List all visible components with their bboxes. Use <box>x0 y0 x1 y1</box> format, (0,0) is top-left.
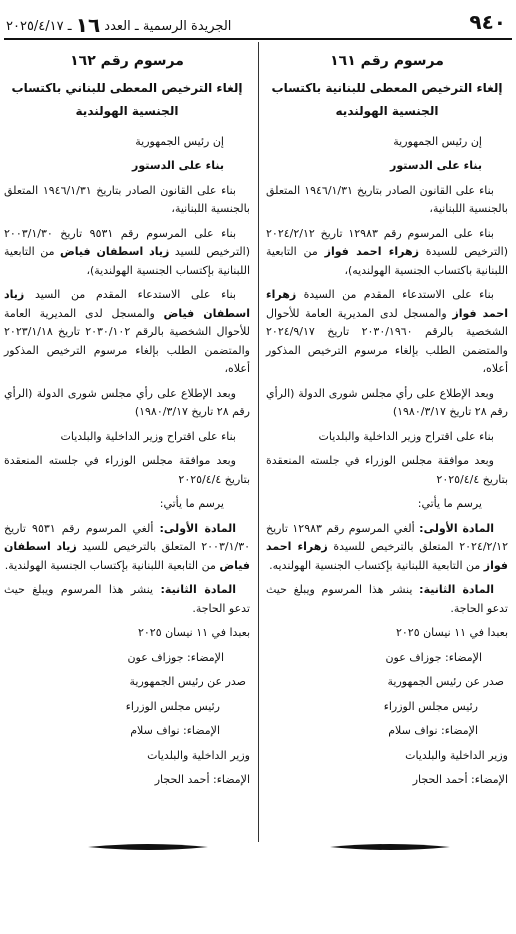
minister-title: وزير الداخلية والبلديات <box>405 748 508 762</box>
column-divider <box>258 42 259 842</box>
decree-subtitle: إلغاء الترخيص المعطى للبنانية باكتساب الجنسية الهولنديه <box>271 80 503 118</box>
person-name: زياد اسطفان فياض <box>60 245 170 258</box>
issue-date: ـ ٢٠٢٥/٤/١٧ <box>6 19 72 34</box>
prime-minister-signature: الإمضاء: نواف سلام <box>388 724 478 737</box>
article-one: المادة الأولى: ألغي المرسوم رقم ١٢٩٨٣ تاريخ ٢٠٢٤/٢/١٢ المتعلق بالترخيص للسيدة زهراء احمد فواز من التابعية اللبنانية بإكتساب الجنسية الهولنديه. <box>266 521 508 572</box>
preamble-request: بناء على الاستدعاء المقدم من السيد زياد اسطفان فياض والمسجل لدى المديرية العامة للأحوال الشخصية بالرقم ٢٠٣٠/١٠٢ تاريخ ٢٠٢٣/١/١٨ والمتضمن الطلب بإلغاء مرسوم الترخيص المذكور أعلاه، <box>4 288 250 375</box>
decree-subtitle: إلغاء الترخيص المعطى للبناني باكتساب الجنسية الهولندية <box>11 80 243 118</box>
preamble-cabinet-approval: وبعد موافقة مجلس الوزراء في جلسته المنعقدة بتاريخ ٢٠٢٥/٤/٤ <box>266 454 508 486</box>
president-intro: إن رئيس الجمهورية <box>393 134 482 148</box>
article-two: المادة الثانية: ينشر هذا المرسوم ويبلغ حيث تدعو الحاجة. <box>266 583 508 615</box>
president-signature: الإمضاء: جوزاف عون <box>127 650 224 664</box>
issued-by: صدر عن رئيس الجمهورية <box>387 675 504 688</box>
preamble-prior-decree: بناء على المرسوم رقم ٩٥٣١ تاريخ ٢٠٠٣/١/٣٠ (الترخيص للسيد زياد اسطفان فياض من التابعية اللبنانية بإكتساب الجنسية الهولندية)، <box>4 226 250 277</box>
person-name: زهراء احمد فواز <box>266 540 508 572</box>
article-two: المادة الثانية: ينشر هذا المرسوم ويبلغ حيث تدعو الحاجة. <box>4 583 250 615</box>
preamble-prior-decree: بناء على المرسوم رقم ١٢٩٨٣ تاريخ ٢٠٢٤/٢/١٢ (الترخيص للسيدة زهراء احمد فواز من التابعية اللبنانية باكتساب الجنسية الهولنديه)، <box>266 226 508 277</box>
prime-minister-signature: الإمضاء: نواف سلام <box>130 724 220 737</box>
gazette-name: الجريدة الرسمية ـ العدد <box>104 19 232 34</box>
end-ornament-right <box>330 842 450 852</box>
decree-title: مرسوم رقم ١٦١ <box>330 53 444 69</box>
signing-date: بعبدا في ١١ نيسان ٢٠٢٥ <box>137 626 250 639</box>
end-ornament-left <box>88 842 208 852</box>
page-header <box>4 10 512 36</box>
decree-formula: يرسم ما يأتي: <box>417 497 482 510</box>
president-intro: إن رئيس الجمهورية <box>135 134 224 148</box>
minister-title: وزير الداخلية والبلديات <box>147 748 250 762</box>
preamble-council-opinion: وبعد الإطلاع على رأي مجلس شورى الدولة (الرأي رقم ٢٨ تاريخ ١٩٨٠/٣/١٧) <box>266 386 508 418</box>
president-signature: الإمضاء: جوزاف عون <box>385 650 482 664</box>
person-name: زياد اسطفان فياض <box>4 540 250 572</box>
minister-signature: الإمضاء: أحمد الحجار <box>412 773 508 786</box>
prime-minister-title: رئيس مجلس الوزراء <box>125 699 220 713</box>
person-name: زهراء احمد فواز <box>266 288 508 320</box>
minister-signature: الإمضاء: أحمد الحجار <box>154 773 250 786</box>
decree-title: مرسوم رقم ١٦٢ <box>70 53 184 69</box>
preamble-request: بناء على الاستدعاء المقدم من السيدة زهراء احمد فواز والمسجل لدى المديرية العامة للأحوال الشخصية بالرقم ٢٠٣٠/١٩٦٠ تاريخ ٢٠٢٤/٩/١٧ والمتضمن الطلب بإلغاء مرسوم الترخيص المذكور أعلاه، <box>266 288 508 375</box>
preamble-minister-proposal: بناء على اقتراح وزير الداخلية والبلديات <box>318 429 494 443</box>
decree-formula: يرسم ما يأتي: <box>159 497 224 510</box>
preamble-minister-proposal: بناء على اقتراح وزير الداخلية والبلديات <box>60 429 236 443</box>
gazette-issue-line <box>6 13 231 37</box>
page-number: ٩٤٠ <box>469 10 506 34</box>
prime-minister-title: رئيس مجلس الوزراء <box>383 699 478 713</box>
issue-number: ١٦ <box>75 13 101 37</box>
preamble-law: بناء على القانون الصادر بتاريخ ١٩٤٦/١/٣١ المتعلق بالجنسية اللبنانية، <box>4 183 250 215</box>
header-rule <box>4 38 512 40</box>
person-name: زهراء احمد فواز <box>324 245 419 258</box>
decree-162-column <box>4 46 250 796</box>
signing-date: بعبدا في ١١ نيسان ٢٠٢٥ <box>395 626 508 639</box>
decree-161-column <box>266 46 508 796</box>
issued-by: صدر عن رئيس الجمهورية <box>129 675 246 688</box>
person-name: زياد اسطفان فياض <box>4 288 250 320</box>
constitution-line: بناء على الدستور <box>132 159 224 172</box>
preamble-cabinet-approval: وبعد موافقة مجلس الوزراء في جلسته المنعقدة بتاريخ ٢٠٢٥/٤/٤ <box>4 454 250 486</box>
article-one: المادة الأولى: ألغي المرسوم رقم ٩٥٣١ تاريخ ٢٠٠٣/١/٣٠ المتعلق بالترخيص للسيد زياد اسطفان فياض من التابعية اللبنانية بإكتساب الجنسية الهولندية. <box>4 521 251 572</box>
preamble-council-opinion: وبعد الإطلاع على رأي مجلس شورى الدولة (الرأي رقم ٢٨ تاريخ ١٩٨٠/٣/١٧) <box>4 386 250 418</box>
constitution-line: بناء على الدستور <box>390 159 482 172</box>
preamble-law: بناء على القانون الصادر بتاريخ ١٩٤٦/١/٣١ المتعلق بالجنسية اللبنانية، <box>266 183 508 215</box>
